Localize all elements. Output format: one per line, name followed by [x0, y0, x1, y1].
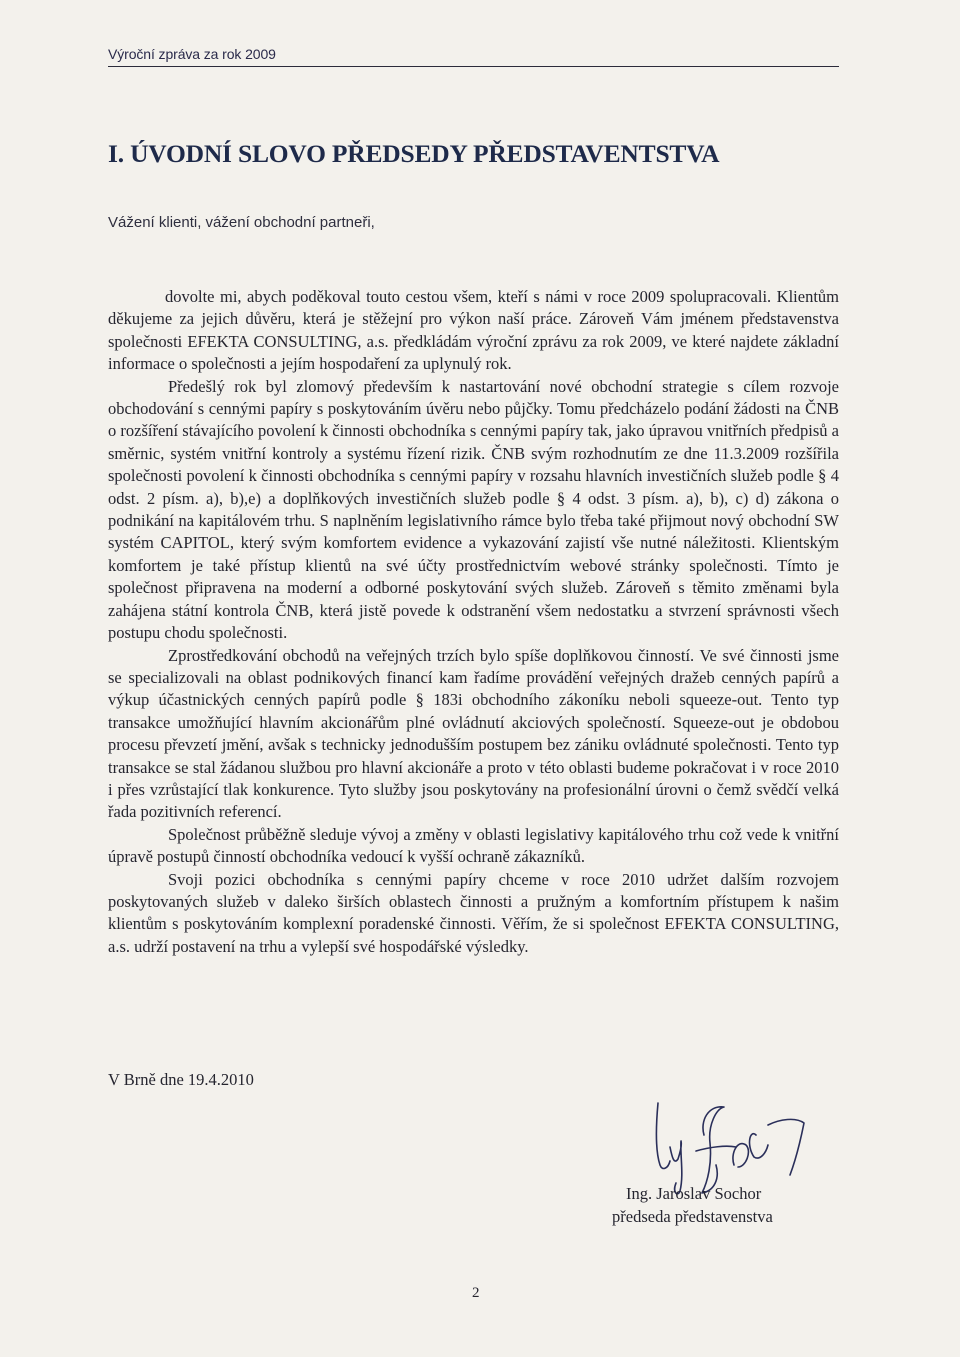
paragraph: Svoji pozici obchodníka s cennými papíry chceme v roce 2010 udržet dalším rozvojem poskytovaných služeb v daleko širších oblastech činnosti a pružným a komfortním přístupem k našim klientům s poskytováním komplexní poradenské činnosti. Věřím, že si společnost EFEKTA CONSULTING, a.s. udrží postavení na trhu a vylepší své hospodářské výsledky.	[108, 869, 839, 956]
paragraph: Společnost průběžně sleduje vývoj a změny v oblasti legislativy kapitálového trhu což vede k vnitřní úpravě postupů činností obchodníka vedoucí k vyšší ochraně zákazníků.	[108, 824, 839, 867]
paragraph: dovolte mi, abych poděkoval touto cestou všem, kteří s námi v roce 2009 spolupracovali. Klientům děkujeme za jejich důvěru, která je stěžejní pro výkon naší práce. Zároveň Vám jménem představenstva společnosti EFEKTA CONSULTING, a.s. předkládám výroční zprávu za rok 2009, ve které najdete základní informace o společnosti a jejím hospodaření za uplynulý rok.	[108, 287, 839, 374]
header-divider	[108, 66, 839, 67]
paragraph: Zprostředkování obchodů na veřejných trzích bylo spíše doplňkovou činností. Ve své činnosti jsme se specializovali na oblast podnikových financí kam řadíme provádění veřejných dražeb cenných papírů a výkup účastnických cenných papírů podle § 183i obchodního zákoníku neboli squeeze-out. Tento typ transakce umožňující hlavním akcionářům plné ovládnutí akciových společností. Squeeze-out je obdobou procesu převzetí jmění, avšak s technicky jednodušším postupem bez zániku ovládnuté společnosti. Tento typ transakce se stal žádanou službou pro hlavní akcionáře a proto v této oblasti budeme pokračovat i v roce 2010 i přes vzrůstající tlak konkurence. Tyto služby jsou poskytovány na profesionální úrovni o čemž svědčí velká řada pozitivních referencí.	[108, 645, 839, 822]
paragraph: Předešlý rok byl zlomový především k nastartování nové obchodní strategie s cílem rozvoje obchodování s cennými papíry s poskytováním úvěru nebo půjčky. Tomu předcházelo podání žádosti na ČNB o rozšíření stávajícího povolení k činnosti obchodníka s cennými papíry tak, jako úpravou vnitřních předpisů a směrnic, systém vnitřní kontroly a systému řízení rizik. ČNB svým rozhodnutím ze dne 11.3.2009 rozšířila společnosti povolení k činnosti obchodníka s cennými papíry v rozsahu hlavních investičních služeb podle § 4 odst. 2 písm. a), b),e) a doplňkových investičních služeb podle § 4 odst. 3 písm. a), b), c) d) zákona o podnikání na kapitálovém trhu. S naplněním legislativního rámce bylo třeba také přijmout nový obchodní SW systém CAPITOL, který svým komfortem evidence a vykazování zajistí vše nutné náležitosti. Klientským komfortem je také přístup klientů na své účty prostřednictvím webové stránky společnosti. Tímto je společnost připravena na moderní a odborné poskytování svých služeb. Zároveň s těmito změnami byla zahájena státní kontrola ČNB, která jistě povede k odstranění všem nedostatku a stvrzení správnosti všech postupu chodu společnosti.	[108, 376, 839, 643]
signer-role: předseda představenstva	[612, 1207, 773, 1226]
signer-name: Ing. Jaroslav Sochor	[626, 1184, 762, 1203]
page-title: I. ÚVODNÍ SLOVO PŘEDSEDY PŘEDSTAVENTSTVA	[108, 139, 720, 168]
salutation: Vážení klienti, vážení obchodní partneři,	[108, 214, 375, 231]
page-number: 2	[472, 1285, 480, 1301]
letter-body	[108, 286, 839, 958]
running-header: Výroční zpráva za rok 2009	[108, 46, 276, 62]
place-and-date: V Brně dne 19.4.2010	[108, 1070, 254, 1089]
